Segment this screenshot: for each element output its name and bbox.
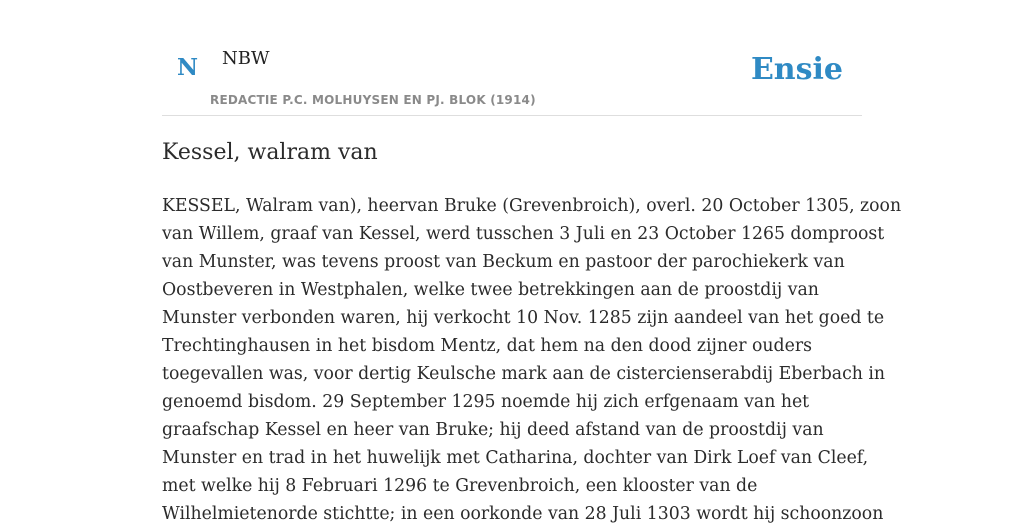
article-line: genoemd bisdom. 29 September 1295 noemde hij zich erfgenaam van het	[162, 392, 810, 412]
article-line: Trechtinghausen in het bisdom Mentz, dat hem na den dood zijner ouders	[162, 336, 812, 356]
article-line: van Willem, graaf van Kessel, werd tusschen 3 Juli en 23 October 1265 domproost	[162, 224, 885, 244]
header-divider	[162, 115, 862, 116]
brand-logo[interactable]: Ensie	[750, 52, 843, 87]
article-line: graafschap Kessel en heer van Bruke; hij deed afstand van de proostdij van	[162, 420, 824, 440]
article-line: KESSEL, Walram van), heervan Bruke (Grevenbroich), overl. 20 October 1305, zoon	[162, 196, 902, 216]
article-body	[162, 192, 902, 528]
article-line: toegevallen was, voor dertig Keulsche mark aan de cistercienserabdij Eberbach in	[162, 364, 886, 384]
article-title: Kessel, walram van	[162, 140, 378, 165]
source-subtitle: REDACTIE P.C. MOLHUYSEN EN PJ. BLOK (1914)	[210, 93, 536, 107]
article-line: Munster en trad in het huwelijk met Catharina, dochter van Dirk Loef van Cleef,	[162, 448, 869, 468]
source-logo-icon[interactable]: N	[177, 54, 199, 81]
article-line: Oostbeveren in Westphalen, welke twee betrekkingen aan de proostdij van	[162, 280, 819, 300]
article-line: Wilhelmietenorde stichtte; in een oorkonde van 28 Juli 1303 wordt hij schoonzoon	[162, 504, 884, 524]
article-line: Munster verbonden waren, hij verkocht 10 Nov. 1285 zijn aandeel van het goed te	[162, 308, 885, 328]
article-line: van Munster, was tevens proost van Beckum en pastoor der parochiekerk van	[162, 252, 845, 272]
article-line: met welke hij 8 Februari 1296 te Grevenbroich, een klooster van de	[162, 476, 758, 496]
source-name-link[interactable]: NBW	[222, 48, 270, 69]
